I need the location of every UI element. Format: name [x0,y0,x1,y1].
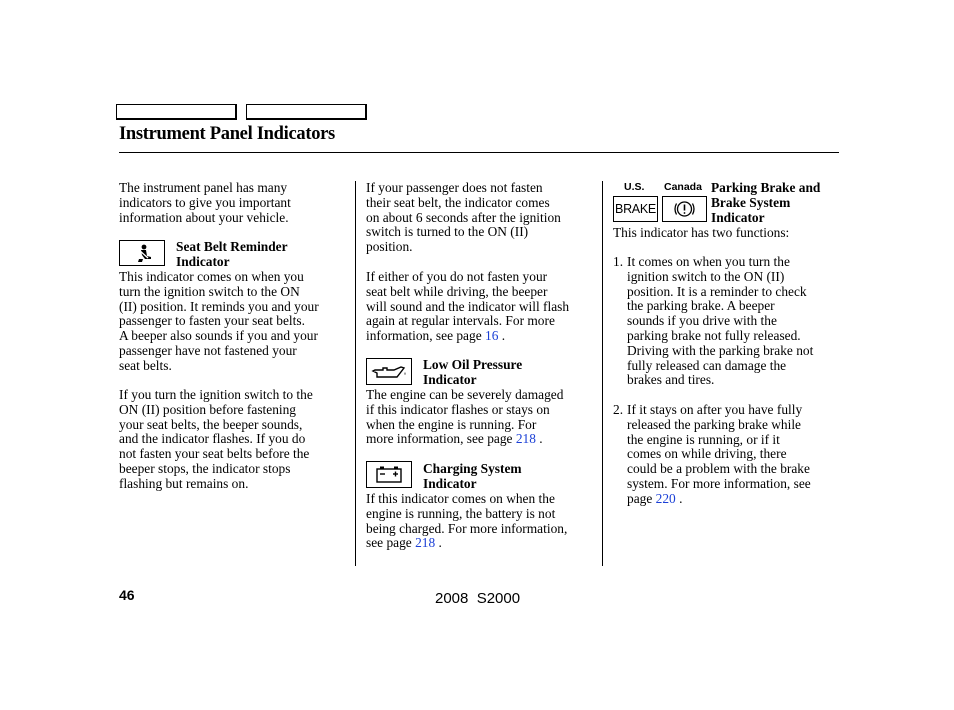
brake-icon [613,196,658,222]
brake-intro: This indicator has two functions: [613,225,790,240]
intro-text: The instrument panel has many indicators to give you important information about your vehicle. [119,180,291,225]
oil-paragraph [366,388,563,447]
battery-icon [366,461,412,488]
list-text-1: It comes on when you turn the ignition switch to the ON (II) position. It is a reminder to check the parking brake. A beeper sounds if you drive with the parking brake not fully released. Driving with the parking brake not fully released can damage the brakes and tires. [627,254,814,388]
list-item-1 [613,255,843,395]
page-link-218-charging[interactable]: 218 [415,535,436,551]
charging-paragraph [366,492,567,551]
page-number: 46 [119,587,135,603]
oil-can-icon [366,358,412,385]
reminder-text: If either of you do not fasten your seat belt while driving, the beeper will sound and the indicator will flash again at regular intervals. For more information, see page [366,269,570,344]
nav-tab-1[interactable] [116,104,237,120]
charging-heading: Charging System Indicator [423,461,522,491]
brake-warning-icon [662,196,707,222]
list-number-1: 1. [613,254,624,269]
seatbelt-icon [119,240,165,266]
passenger-paragraph: If your passenger does not fasten their seat belt, the indicator comes on about 6 seconds after the ignition switch is turned to the ON (II) position. [366,180,561,255]
title-divider [119,152,839,153]
seatbelt-paragraph-1: This indicator comes on when you turn the ignition switch to the ON (II) position. It reminds you and your passenger to fasten your seat belts. A beeper also sounds if you and your passenger have not fastened your seat belts. [119,269,319,373]
column-divider-1 [355,181,356,566]
oil-text: The engine can be severely damaged if this indicator flashes or stays on when the engine is running. For more information, see page [366,387,564,447]
brake-icon-text: BRAKE [615,202,656,216]
oil-end: . [535,431,543,447]
charging-end: . [435,535,442,551]
brake-heading: Parking Brake and Brake System Indicator [711,180,821,225]
canada-label: Canada [664,181,702,193]
page-link-16[interactable]: 16 [485,328,499,344]
page-title: Instrument Panel Indicators [119,124,335,144]
column-divider-2 [602,181,603,566]
footer-model: 2008 S2000 [435,590,521,607]
us-label: U.S. [624,181,645,193]
list-end-2: . [675,490,683,506]
seatbelt-heading: Seat Belt Reminder Indicator [176,239,288,269]
list-number-2: 2. [613,402,624,417]
list-item-2 [613,403,843,513]
reminder-end: . [498,328,506,344]
page-link-218-oil[interactable]: 218 [515,431,536,447]
list-text-2: If it stays on after you have fully released the parking brake while the engine is running, or if it comes on while driving, there could be a problem with the brake system. For more information, see page [627,402,811,506]
reminder-paragraph [366,270,569,344]
charging-text: If this indicator comes on when the engine is running, the battery is not being charged. For more information, see page [366,491,568,551]
seatbelt-paragraph-2: If you turn the ignition switch to the ON (II) position before fastening your seat belts, the beeper sounds, and the indicator flashes. If you do not fasten your seat belts before the beeper stops, the indicator stops flashing but remains on. [119,387,313,491]
page-link-220[interactable]: 220 [655,490,676,506]
oil-heading: Low Oil Pressure Indicator [423,357,523,387]
nav-tab-2[interactable] [246,104,367,120]
